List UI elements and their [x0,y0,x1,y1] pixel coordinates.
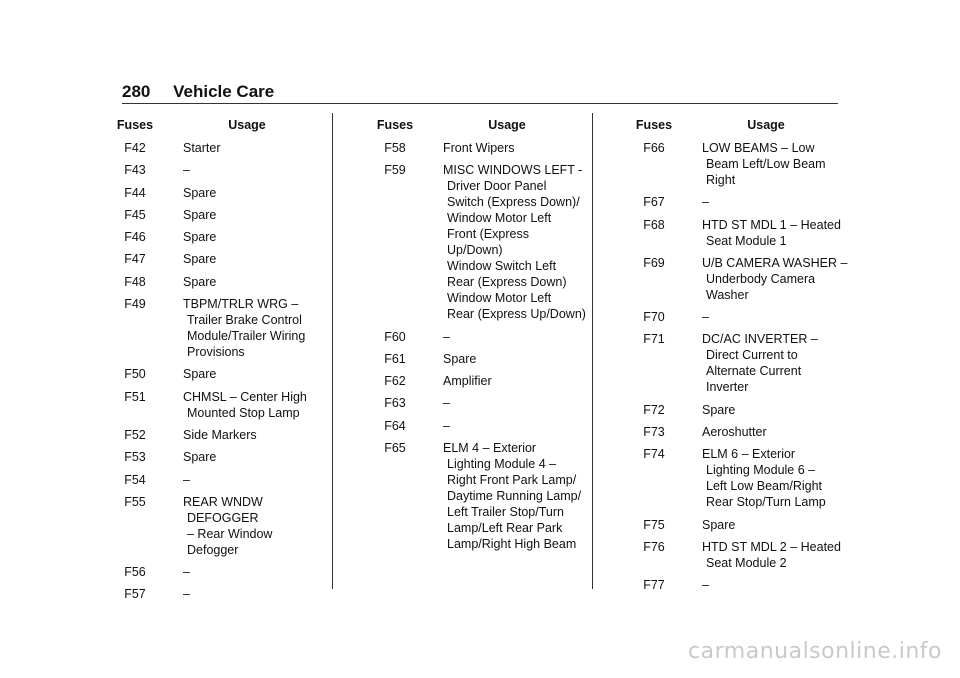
fuse-usage: Spare [702,402,736,417]
table-row [625,577,849,593]
table-row [106,564,330,580]
fuse-id: F77 [643,578,665,593]
fuse-id: F71 [643,332,665,347]
table-row [106,140,330,156]
fuse-id: F43 [124,163,146,178]
fuse-id: F52 [124,427,146,442]
fuse-usage: – [183,565,190,580]
table-row [366,162,590,322]
fuse-usage: ELM 4 – Exterior Lighting Module 4 – Right Front Park Lamp/ Daytime Running Lamp/ Left Trailer Stop/Turn Lamp/Left Rear Park Lamp/Right High Beam [443,441,582,552]
table-row [106,229,330,245]
page-number: 280 [122,82,151,101]
fuse-usage: Spare [183,367,217,382]
table-row [106,274,330,290]
fuse-id: F48 [124,274,146,289]
table-row [106,207,330,223]
fuse-id: F42 [124,141,146,155]
fuse-usage: – [443,396,450,411]
fuse-usage: – [702,578,709,593]
fuse-id: F51 [124,389,146,404]
fuse-usage: Spare [183,450,217,465]
fuse-usage: – [443,418,450,433]
fuses-column-header: Fuses [635,118,673,132]
table-row [625,217,849,249]
table-row [366,440,590,552]
table-row [106,296,330,360]
fuse-usage: REAR WNDW DEFOGGER – Rear Window Defogger [183,494,273,557]
usage-column-header: Usage [228,118,266,132]
fuse-id: F69 [643,255,665,270]
table-row [106,449,330,465]
fuse-id: F55 [124,494,146,509]
fuse-usage: Starter [183,141,221,155]
fuse-usage: Spare [183,230,217,245]
fuse-usage: Spare [183,274,217,289]
fuse-usage: Spare [443,351,477,366]
table-row [625,140,849,188]
fuse-table-column-3 [625,118,849,600]
fuse-id: F50 [124,367,146,382]
usage-column-header: Usage [747,118,785,132]
fuse-usage: Spare [183,207,217,222]
table-row [106,472,330,488]
table-row [106,251,330,267]
fuse-id: F68 [643,217,665,232]
fuse-id: F47 [124,252,146,267]
fuse-usage: Aeroshutter [702,425,767,440]
column-divider [592,113,593,589]
fuse-id: F60 [384,329,406,344]
fuse-table-column-1 [106,118,330,609]
fuse-usage: – [183,163,190,178]
fuse-usage: U/B CAMERA WASHER – Underbody Camera Washer [702,255,848,302]
fuse-usage: Spare [702,517,736,532]
fuse-usage: – [702,310,709,325]
table-row [106,366,330,382]
usage-column-header: Usage [488,118,526,132]
table-row [366,351,590,367]
fuse-usage: HTD ST MDL 2 – Heated Seat Module 2 [702,539,841,570]
fuse-id: F63 [384,396,406,411]
fuse-usage: – [443,329,450,344]
table-row [366,395,590,411]
fuse-usage: Front Wipers [443,141,515,155]
fuse-usage: Spare [183,252,217,267]
fuse-usage: – [702,195,709,210]
fuse-id: F54 [124,472,146,487]
table-row [625,424,849,440]
fuse-id: F57 [124,587,146,602]
table-row [366,329,590,345]
fuse-id: F67 [643,195,665,210]
fuse-id: F74 [643,447,665,462]
fuse-usage: DC/AC INVERTER – Direct Current to Alternate Current Inverter [702,332,818,395]
fuse-id: F44 [124,185,146,200]
fuse-usage: – [183,587,190,602]
table-row [106,185,330,201]
table-row [106,494,330,558]
fuse-id: F73 [643,425,665,440]
table-row [106,586,330,602]
fuse-id: F49 [124,297,146,312]
table-row [625,402,849,418]
fuses-column-header: Fuses [116,118,154,132]
table-row [366,373,590,389]
fuse-id: F61 [384,351,406,366]
table-row [106,162,330,178]
fuse-usage: – [183,472,190,487]
section-title: Vehicle Care [173,82,275,101]
table-row [625,309,849,325]
table-row [366,418,590,434]
fuse-id: F58 [384,141,406,155]
watermark: carmanualsonline.info [688,639,942,664]
table-row [106,389,330,421]
fuses-column-header: Fuses [376,118,414,132]
table-header [106,118,330,132]
fuse-id: F64 [384,418,406,433]
header-rule [122,103,838,104]
table-row [366,140,590,156]
page-header [122,82,274,102]
fuse-id: F75 [643,517,665,532]
table-row [106,427,330,443]
fuse-id: F70 [643,310,665,325]
table-row [625,517,849,533]
table-row [625,539,849,571]
fuse-id: F56 [124,565,146,580]
fuse-id: F62 [384,374,406,389]
table-row [625,194,849,210]
fuse-id: F46 [124,230,146,245]
table-header [625,118,849,132]
table-header [366,118,590,132]
fuse-usage: Amplifier [443,374,492,389]
table-row [625,446,849,510]
fuse-id: F45 [124,207,146,222]
fuse-usage: Side Markers [183,427,257,442]
fuse-usage: HTD ST MDL 1 – Heated Seat Module 1 [702,217,841,248]
table-row [625,331,849,395]
fuse-usage: CHMSL – Center High Mounted Stop Lamp [183,389,307,420]
fuse-id: F76 [643,539,665,554]
fuse-usage: Spare [183,185,217,200]
fuse-table-column-2 [366,118,590,558]
fuse-usage: ELM 6 – Exterior Lighting Module 6 – Left Low Beam/Right Rear Stop/Turn Lamp [702,447,826,510]
fuse-usage: LOW BEAMS – Low Beam Left/Low Beam Right [702,141,826,187]
fuse-id: F72 [643,402,665,417]
fuse-id: F65 [384,441,406,456]
fuse-usage: MISC WINDOWS LEFT - Driver Door Panel Switch (Express Down)/ Window Motor Left Front (Express Up/Down) Window Switch Left Rear (Express Down) Window Motor Left Rear (Express Up/Down) [443,163,586,322]
column-divider [332,113,333,589]
fuse-usage: TBPM/TRLR WRG – Trailer Brake Control Module/Trailer Wiring Provisions [183,297,306,360]
fuse-id: F53 [124,450,146,465]
fuse-id: F59 [384,163,406,178]
table-row [625,255,849,303]
fuse-id: F66 [643,141,665,155]
